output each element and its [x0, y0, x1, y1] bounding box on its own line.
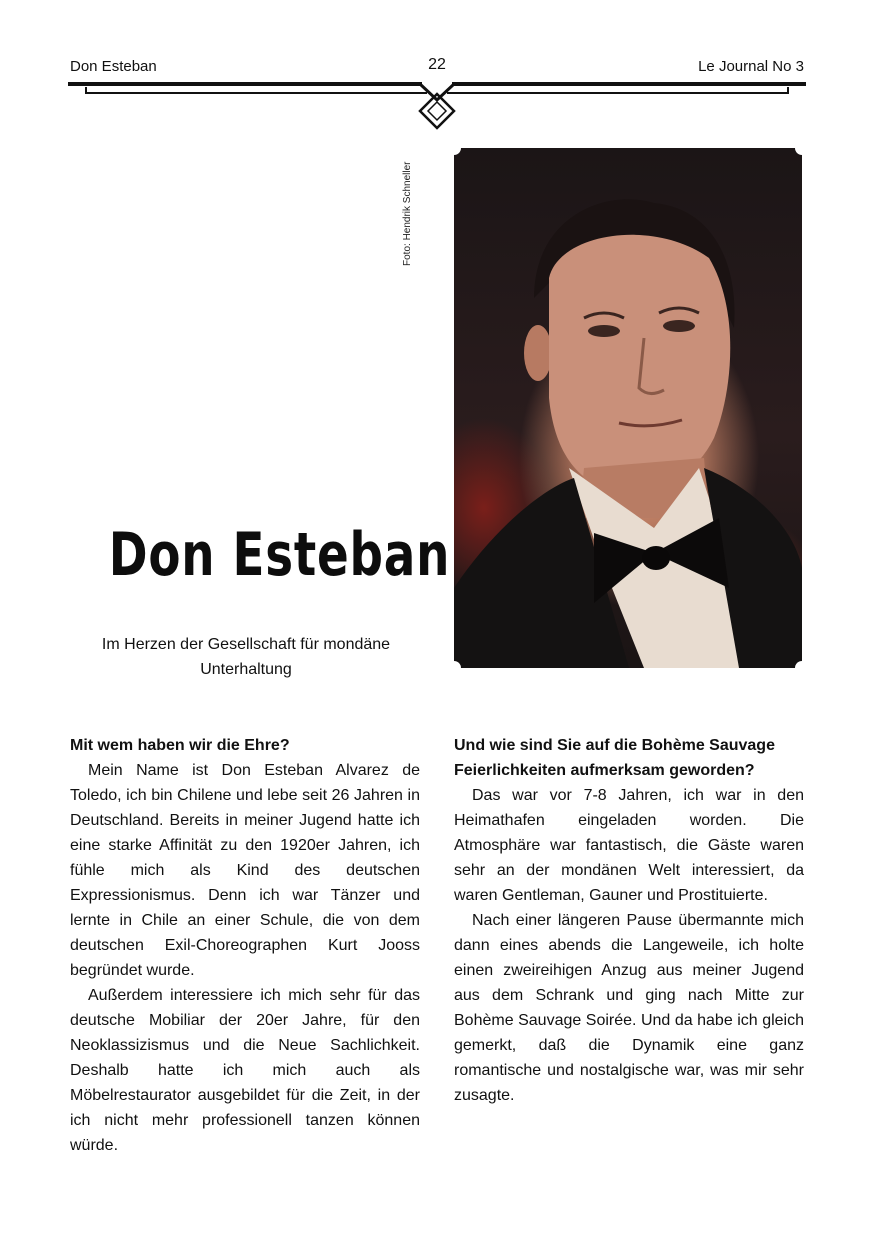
photo-credit: Foto: Hendrik Schneller [402, 161, 413, 266]
answer-paragraph: Mein Name ist Don Esteban Alvarez de Toledo, ich bin Chilene und lebe seit 26 Jahren in Deutschland. Bereits in meiner Jugend hatte ich eine starke Affinität zu den 1920er Jahren, ich fühle mich als Kind des deutschen Expressionismus. Denn ich war Tänzer und lernte in Chile an einer Schule, die von dem deutschen Exil-Choreographen Kurt Jooss begründet wurde. [70, 762, 420, 979]
header-left-title: Don Esteban [70, 58, 157, 75]
portrait-photo [454, 148, 802, 668]
portrait-illustration [454, 148, 802, 668]
header-right-title: Le Journal No 3 [698, 58, 804, 75]
answer-paragraph: Außerdem interessiere ich mich sehr für das deutsche Mobiliar der 20er Jahre, für den Neoklassizismus und die Neue Sachlichkeit. Deshalb hatte ich mich auch als Möbelrestaurator ausgebildet für die Zeit, in der ich nicht mehr professionell tanzen können würde. [70, 987, 420, 1154]
right-column [454, 733, 804, 1108]
interview-question: Und wie sind Sie auf die Bohème Sauvage Feierlichkeiten aufmerksam geworden? [454, 737, 775, 779]
article-title: Don Esteban [108, 520, 451, 590]
answer-paragraph: Das war vor 7-8 Jahren, ich war in den Heimathafen eingeladen worden. Die Atmosphäre war fantastisch, die Gäste waren sehr an der mondänen Welt interessiert, da waren Gentleman, Gauner und Prostituierte. [454, 787, 804, 904]
art-deco-header-ornament [0, 78, 874, 138]
answer-paragraph: Nach einer längeren Pause übermannte mich dann eines abends die Langeweile, ich holte einen zweireihigen Anzug aus meiner Jugend aus dem Schrank und ging nach Mitte zur Bohème Sauvage Soirée. Und da habe ich gleich gemerkt, daß die Dynamik eine ganz romantische und nostalgische war, was mir sehr zusagte. [454, 912, 804, 1104]
left-column [70, 733, 420, 1158]
page-number: 22 [428, 56, 446, 73]
interview-question: Mit wem haben wir die Ehre? [70, 737, 290, 754]
article-subtitle: Im Herzen der Gesellschaft für mondäne Unterhaltung [101, 636, 391, 678]
